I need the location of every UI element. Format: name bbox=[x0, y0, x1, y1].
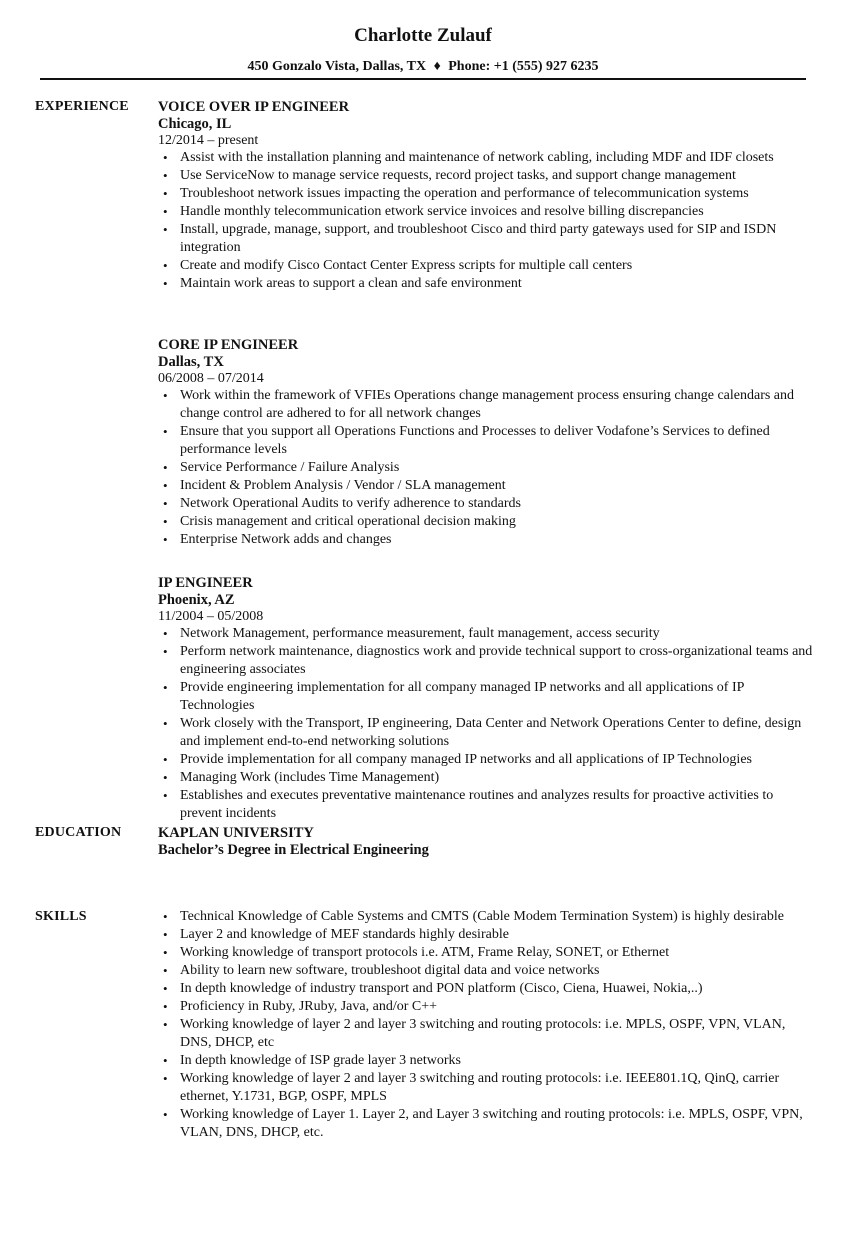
list-item bbox=[158, 751, 818, 769]
bullet-text: Provide engineering implementation for all company managed IP networks and all applications of IP Technologies bbox=[180, 680, 744, 713]
bullet-text: Network Management, performance measurement, fault management, access security bbox=[180, 626, 660, 641]
list-item bbox=[158, 998, 818, 1016]
skill-text: Layer 2 and knowledge of MEF standards highly desirable bbox=[180, 927, 509, 942]
bullet-icon: • bbox=[163, 644, 168, 659]
bullet-icon: • bbox=[163, 770, 168, 785]
list-item bbox=[158, 149, 818, 167]
bullet-icon: • bbox=[163, 752, 168, 767]
skills-heading: SKILLS bbox=[35, 909, 87, 924]
experience-heading: EXPERIENCE bbox=[35, 99, 129, 114]
bullet-icon: • bbox=[163, 927, 168, 942]
bullet-text: Work within the framework of VFIEs Operations change management process ensuring change calendars and change control are adhered to for all network changes bbox=[180, 388, 795, 421]
bullet-icon: • bbox=[163, 168, 168, 183]
bullet-icon: • bbox=[163, 716, 168, 731]
bullet-icon: • bbox=[163, 222, 168, 237]
bullet-text: Ensure that you support all Operations Functions and Processes to deliver Vodafone’s Services to defined performance levels bbox=[180, 424, 770, 457]
list-item bbox=[158, 1070, 818, 1106]
contact-line bbox=[0, 58, 846, 76]
bullet-icon: • bbox=[163, 1107, 168, 1122]
bullet-text: Handle monthly telecommunication etwork service invoices and resolve billing discrepancies bbox=[180, 204, 704, 219]
job-dates: 12/2014 – present bbox=[158, 133, 259, 148]
list-item bbox=[158, 167, 818, 185]
list-item bbox=[158, 1052, 818, 1070]
bullet-icon: • bbox=[163, 909, 168, 924]
job-bullet-list bbox=[158, 387, 818, 549]
list-item bbox=[158, 962, 818, 980]
bullet-icon: • bbox=[163, 460, 168, 475]
candidate-name: Charlotte Zulauf bbox=[354, 25, 492, 46]
bullet-icon: • bbox=[163, 478, 168, 493]
job-location: Chicago, IL bbox=[158, 116, 232, 132]
job-entry bbox=[158, 98, 818, 293]
bullet-text: Network Operational Audits to verify adherence to standards bbox=[180, 496, 521, 511]
bullet-text: Establishes and executes preventative maintenance routines and analyzes results for proactive activities to prevent incidents bbox=[180, 788, 774, 821]
list-item bbox=[158, 926, 818, 944]
bullet-text: Enterprise Network adds and changes bbox=[180, 532, 392, 547]
list-item bbox=[158, 787, 818, 823]
degree-name: Bachelor’s Degree in Electrical Engineering bbox=[158, 842, 429, 858]
skills-list bbox=[158, 908, 818, 1142]
diamond-separator-icon: ♦ bbox=[433, 59, 441, 74]
skill-text: Technical Knowledge of Cable Systems and CMTS (Cable Modem Termination System) is highly desirable bbox=[180, 909, 784, 924]
list-item bbox=[158, 1106, 818, 1142]
bullet-icon: • bbox=[163, 532, 168, 547]
skill-text: Ability to learn new software, troubleshoot digital data and voice networks bbox=[180, 963, 600, 978]
bullet-icon: • bbox=[163, 514, 168, 529]
bullet-text: Incident & Problem Analysis / Vendor / SLA management bbox=[180, 478, 506, 493]
list-item bbox=[158, 769, 818, 787]
list-item bbox=[158, 203, 818, 221]
list-item bbox=[158, 221, 818, 257]
job-title: VOICE OVER IP ENGINEER bbox=[158, 99, 350, 115]
list-item bbox=[158, 679, 818, 715]
header-divider bbox=[40, 78, 806, 80]
list-item bbox=[158, 185, 818, 203]
list-item bbox=[158, 459, 818, 477]
skill-text: In depth knowledge of industry transport and PON platform (Cisco, Ciena, Huawei, Nokia,..) bbox=[180, 981, 703, 996]
bullet-text: Use ServiceNow to manage service requests, record project tasks, and support change management bbox=[180, 168, 736, 183]
list-item bbox=[158, 477, 818, 495]
job-bullet-list bbox=[158, 149, 818, 293]
list-item bbox=[158, 1016, 818, 1052]
contact-phone: Phone: +1 (555) 927 6235 bbox=[448, 59, 599, 74]
skill-text: Proficiency in Ruby, JRuby, Java, and/or C++ bbox=[180, 999, 437, 1014]
list-item bbox=[158, 387, 818, 423]
skill-text: Working knowledge of Layer 1. Layer 2, and Layer 3 switching and routing protocols: i.e. MPLS, OSPF, VPN, VLAN, DNS, DHCP, etc. bbox=[180, 1107, 803, 1140]
bullet-icon: • bbox=[163, 680, 168, 695]
contact-address: 450 Gonzalo Vista, Dallas, TX bbox=[247, 59, 427, 74]
bullet-text: Install, upgrade, manage, support, and troubleshoot Cisco and third party gateways used for SIP and ISDN integration bbox=[180, 222, 777, 255]
job-entry bbox=[158, 336, 818, 549]
list-item bbox=[158, 625, 818, 643]
bullet-text: Perform network maintenance, diagnostics work and provide technical support to cross-organizational teams and engineering associates bbox=[180, 644, 813, 677]
skill-text: Working knowledge of layer 2 and layer 3 switching and routing protocols: i.e. MPLS, OSPF, VPN, VLAN, DNS, DHCP, etc bbox=[180, 1017, 786, 1050]
list-item bbox=[158, 908, 818, 926]
job-entry bbox=[158, 574, 818, 823]
education-entry bbox=[158, 824, 818, 859]
bullet-icon: • bbox=[163, 963, 168, 978]
bullet-icon: • bbox=[163, 204, 168, 219]
bullet-icon: • bbox=[163, 1053, 168, 1068]
job-location: Phoenix, AZ bbox=[158, 592, 235, 608]
bullet-text: Assist with the installation planning and maintenance of network cabling, including MDF and IDF closets bbox=[180, 150, 774, 165]
bullet-text: Maintain work areas to support a clean and safe environment bbox=[180, 276, 522, 291]
list-item bbox=[158, 257, 818, 275]
list-item bbox=[158, 275, 818, 293]
skill-text: Working knowledge of transport protocols i.e. ATM, Frame Relay, SONET, or Ethernet bbox=[180, 945, 670, 960]
bullet-icon: • bbox=[163, 186, 168, 201]
bullet-icon: • bbox=[163, 981, 168, 996]
bullet-icon: • bbox=[163, 1017, 168, 1032]
bullet-text: Create and modify Cisco Contact Center Express scripts for multiple call centers bbox=[180, 258, 633, 273]
bullet-text: Work closely with the Transport, IP engineering, Data Center and Network Operations Center to define, design and implement end-to-end networking solutions bbox=[180, 716, 802, 749]
education-heading: EDUCATION bbox=[35, 825, 122, 840]
bullet-text: Troubleshoot network issues impacting the operation and performance of telecommunication systems bbox=[180, 186, 749, 201]
bullet-icon: • bbox=[163, 1071, 168, 1086]
job-location: Dallas, TX bbox=[158, 354, 224, 370]
bullet-text: Managing Work (includes Time Management) bbox=[180, 770, 440, 785]
job-title: IP ENGINEER bbox=[158, 575, 253, 591]
bullet-icon: • bbox=[163, 626, 168, 641]
job-title: CORE IP ENGINEER bbox=[158, 337, 299, 353]
list-item bbox=[158, 495, 818, 513]
list-item bbox=[158, 513, 818, 531]
list-item bbox=[158, 643, 818, 679]
list-item bbox=[158, 423, 818, 459]
bullet-icon: • bbox=[163, 424, 168, 439]
skill-text: In depth knowledge of ISP grade layer 3 networks bbox=[180, 1053, 461, 1068]
bullet-text: Service Performance / Failure Analysis bbox=[180, 460, 400, 475]
list-item bbox=[158, 531, 818, 549]
list-item bbox=[158, 980, 818, 998]
bullet-text: Provide implementation for all company managed IP networks and all applications of IP Technologies bbox=[180, 752, 752, 767]
school-name: KAPLAN UNIVERSITY bbox=[158, 825, 314, 841]
job-dates: 11/2004 – 05/2008 bbox=[158, 609, 264, 624]
skill-text: Working knowledge of layer 2 and layer 3 switching and routing protocols: i.e. IEEE801.1Q, QinQ, carrier ethernet, Y.1731, BGP, OSPF, MPLS bbox=[180, 1071, 780, 1104]
bullet-icon: • bbox=[163, 258, 168, 273]
bullet-icon: • bbox=[163, 496, 168, 511]
job-dates: 06/2008 – 07/2014 bbox=[158, 371, 264, 386]
list-item bbox=[158, 944, 818, 962]
bullet-icon: • bbox=[163, 788, 168, 803]
skills-entry bbox=[158, 908, 818, 1142]
bullet-icon: • bbox=[163, 150, 168, 165]
bullet-icon: • bbox=[163, 276, 168, 291]
bullet-text: Crisis management and critical operational decision making bbox=[180, 514, 516, 529]
list-item bbox=[158, 715, 818, 751]
bullet-icon: • bbox=[163, 999, 168, 1014]
job-bullet-list bbox=[158, 625, 818, 823]
bullet-icon: • bbox=[163, 388, 168, 403]
bullet-icon: • bbox=[163, 945, 168, 960]
